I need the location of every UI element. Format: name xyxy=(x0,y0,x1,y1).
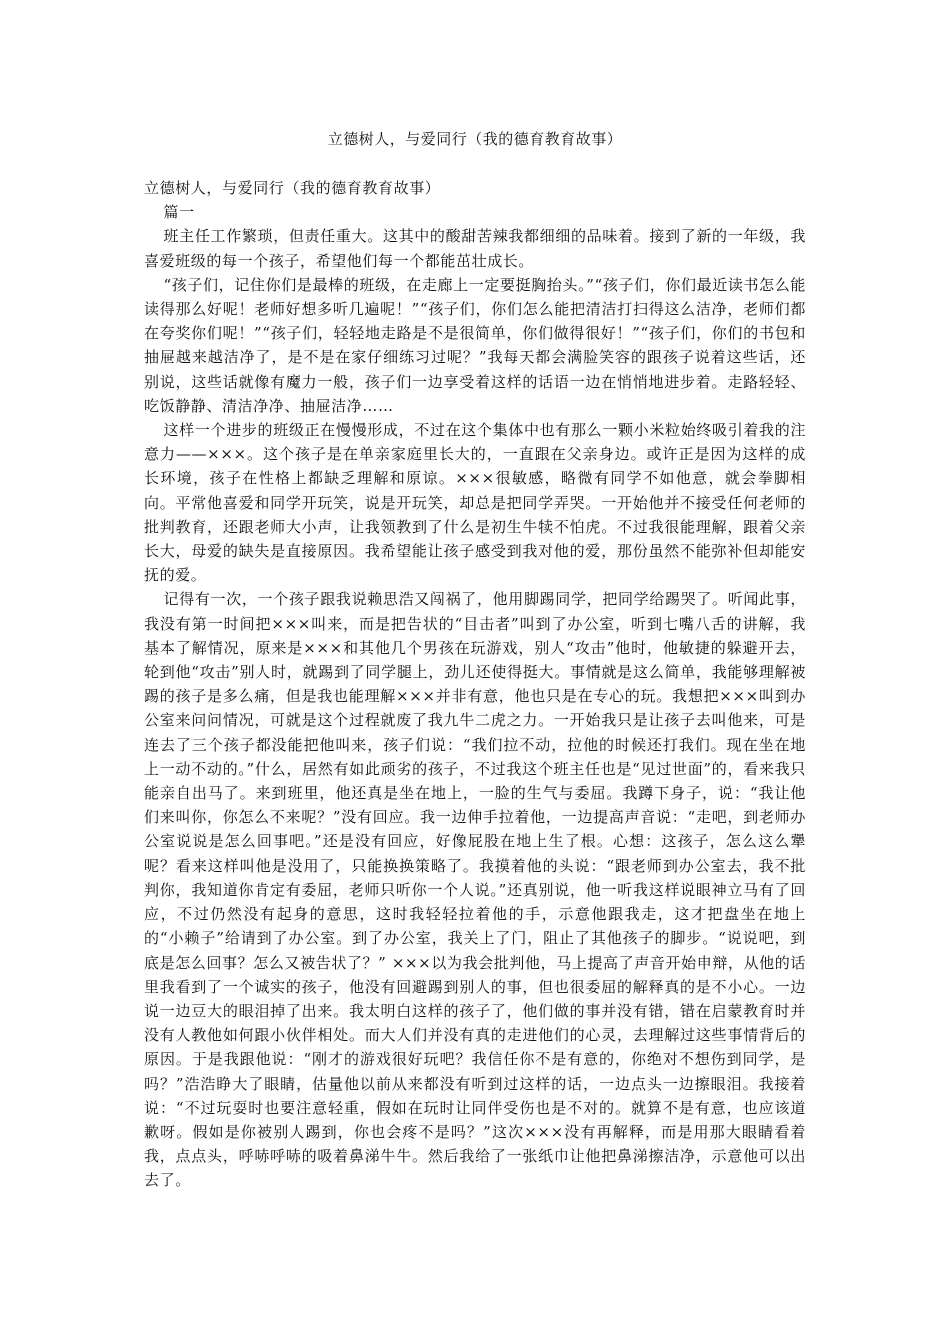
document-body xyxy=(144,176,806,1193)
paragraph-3: 这样一个进步的班级正在慢慢形成，不过在这个集体中也有那么一颗小米粒始终吸引着我的注意力——×××。这个孩子是在单亲家庭里长大的，一直跟在父亲身边。或许正是因为这样的成长环境，孩子在性格上都缺乏理解和原谅。×××很敏感，略微有同学不如他意，就会拳脚相向。平常他喜爱和同学开玩笑，说是开玩笑，却总是把同学弄哭。一开始他并不接受任何老师的批判教育，还跟老师大小声，让我领教到了什么是初生牛犊不怕虎。不过我很能理解，跟着父亲长大，母爱的缺失是直接原因。我希望能让孩子感受到我对他的爱，那份虽然不能弥补但却能安抚的爱。 xyxy=(144,421,806,585)
paragraph-1: 班主任工作繁琐，但责任重大。这其中的酸甜苦辣我都细细的品味着。接到了新的一年级，我喜爱班级的每一个孩子，希望他们每一个都能茁壮成长。 xyxy=(144,227,806,270)
paragraph-4: 记得有一次，一个孩子跟我说赖思浩又闯祸了，他用脚踢同学，把同学给踢哭了。听闻此事，我没有第一时间把×××叫来，而是把告状的“目击者”叫到了办公室，听到七嘴八舌的讲解，我基本了解情况，原来是×××和其他几个男孩在玩游戏，别人“攻击”他时，他敏捷的躲避开去，轮到他“攻击”别人时，就踢到了同学腿上，劲儿还使得挺大。事情就是这么简单，我能够理解被踢的孩子是多么痛，但是我也能理解×××并非有意，他也只是在专心的玩。我想把×××叫到办公室来问问情况，可就是这个过程就废了我九牛二虎之力。一开始我只是让孩子去叫他来，可是连去了三个孩子都没能把他叫来，孩子们说：“我们拉不动，拉他的时候还打我们。现在坐在地上一动不动的。”什么，居然有如此顽劣的孩子，不过我这个班主任也是“见过世面”的，看来我只能亲自出马了。来到班里，他还真是坐在地上，一脸的生气与委屈。我蹲下身子，说：“我让他们来叫你，你怎么不来呢？”没有回应。我一边伸手拉着他，一边提高声音说：“走吧，到老师办公室说说是怎么回事吧。”还是没有回应，好像屁股在地上生了根。心想：这孩子，怎么这么犟呢？看来这样叫他是没用了，只能换换策略了。我摸着他的头说：“跟老师到办公室去，我不批判你，我知道你肯定有委屈，老师只听你一个人说。”还真别说，他一听我这样说眼神立马有了回应，不过仍然没有起身的意思，这时我轻轻拉着他的手，示意他跟我走，这才把盘坐在地上的“小赖子”给请到了办公室。到了办公室，我关上了门，阻止了其他孩子的脚步。“说说吧，到底是怎么回事？怎么又被告状了？” ×××以为我会批判他，马上提高了声音开始申辩，从他的话里我看到了一个诚实的孩子，他没有回避踢到别人的事，但也很委屈的解释真的是不小心。一边说一边豆大的眼泪掉了出来。我太明白这样的孩子了，他们做的事并没有错，错在启蒙教育时并没有人教他如何跟小伙伴相处。而大人们并没有真的走进他们的心灵，去理解过这些事情背后的原因。于是我跟他说：“刚才的游戏很好玩吧？我信任你不是有意的，你绝对不想伤到同学，是吗？”浩浩睁大了眼睛，估量他以前从来都没有听到过这样的话，一边点头一边擦眼泪。我接着说：“不过玩耍时也要注意轻重，假如在玩时让同伴受伤也是不对的。就算不是有意，也应该道歉呀。假如是你被别人踢到，你也会疼不是吗？”这次×××没有再解释，而是用那大眼睛看着我，点点头，呼哧呼哧的吸着鼻涕牛牛。然后我给了一张纸巾让他把鼻涕擦洁净，示意他可以出去了。 xyxy=(144,590,806,1190)
section-label: 篇一 xyxy=(163,203,195,222)
body-heading: 立德树人，与爱同行（我的德育教育故事） xyxy=(144,179,441,197)
document-title: 立德树人，与爱同行（我的德育教育故事） xyxy=(327,130,623,148)
paragraph-2: “孩子们，记住你们是最棒的班级，在走廊上一定要挺胸抬头。”“孩子们，你们最近读书怎么能读得那么好呢！老师好想多听几遍呢！”“孩子们，你们怎么能把清洁打扫得这么洁净，老师们都在夸奖你们呢！”“孩子们，轻轻地走路是不是很简单，你们做得很好！”“孩子们，你们的书包和抽屉越来越洁净了，是不是在家仔细练习过呢？”我每天都会满脸笑容的跟孩子说着这些话，还别说，这些话就像有魔力一般，孩子们一边享受着这样的话语一边在悄悄地进步着。走路轻轻、吃饭静静、清洁净净、抽屉洁净…… xyxy=(144,275,806,415)
